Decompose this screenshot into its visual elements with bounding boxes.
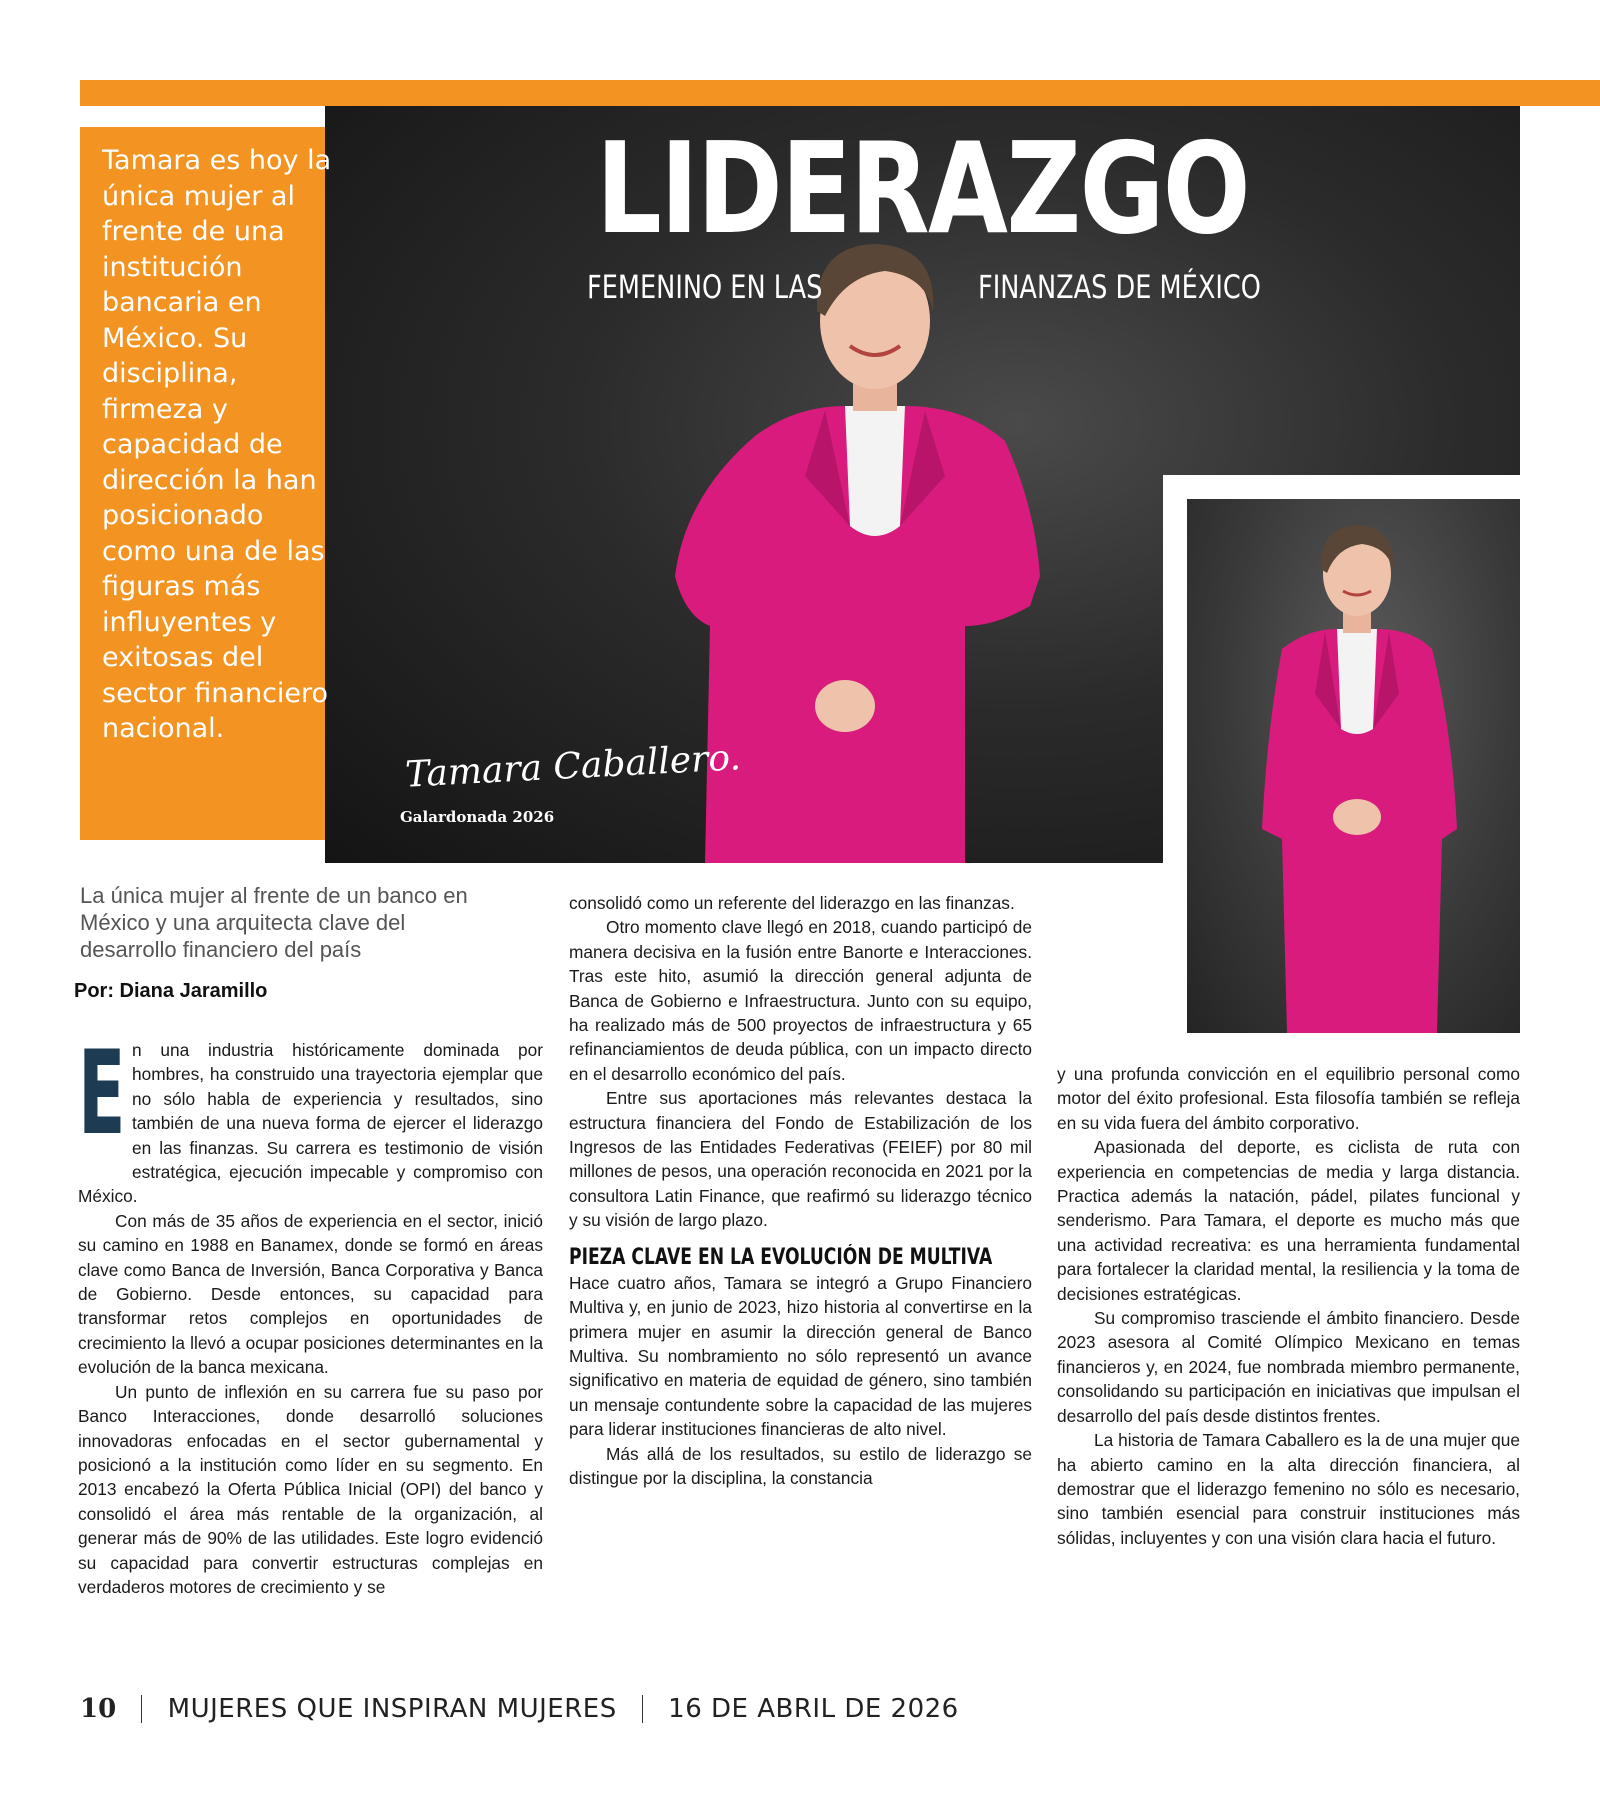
award-label: Galardonada 2026 xyxy=(400,808,555,826)
paragraph-2: Con más de 35 años de experiencia en el sector, inició su camino en 1988 en Banamex, donde se formó en áreas clave como Banca de Inversión, Banca Corporativa y Banca de Gobierno. Desde entonces, su capacidad para transformar retos complejos en oportunidades de crecimiento la llevó a ocupar posiciones determinantes en la evolución de la banca mexicana. xyxy=(78,1210,543,1378)
hero-subtitle-left: FEMENINO EN LAS xyxy=(587,268,823,306)
paragraph-9: Su compromiso trasciende el ámbito financiero. Desde 2023 asesora al Comité Olímpico Mexicano en temas financieros y, en 2024, fue nombrada miembro permanente, consolidando su participación en iniciativas que impulsan el desarrollo del país desde distintos frentes. xyxy=(1057,1308,1520,1426)
paragraph-7: Más allá de los resultados, su estilo de liderazgo se distingue por la disciplina, la constancia xyxy=(569,1443,1032,1488)
pullquote-box xyxy=(80,127,332,840)
magazine-name: MUJERES QUE INSPIRAN MUJERES xyxy=(167,1694,617,1725)
paragraph-8: Apasionada del deporte, es ciclista de ruta con experiencia en competencias de media y larga distancia. Practica además la natación, pádel, pilates funcional y senderismo. Para Tamara, el deporte es mucho más que una actividad recreativa: es una herramienta fundamental para fortalecer la claridad mental, la resiliencia y la toma de decisiones estratégicas. xyxy=(1057,1137,1520,1304)
paragraph-1 xyxy=(78,1026,543,1209)
pullquote-text: Tamara es hoy la única mujer al frente de una institución bancaria en México. Su disciplina, firmeza y capacidad de dirección la han posicionado como una de las figuras más influyentes y exitosas del sector financiero nacional. xyxy=(102,145,332,744)
page-number: 10 xyxy=(80,1694,117,1725)
hero-title: LIDERAZGO xyxy=(596,115,1249,262)
issue-date: 16 DE ABRIL DE 2026 xyxy=(668,1694,959,1725)
section-heading: PIEZA CLAVE EN LA EVOLUCIÓN DE MULTIVA xyxy=(569,1244,993,1270)
paragraph-5: Entre sus aportaciones más relevantes destaca la estructura financiera del Fondo de Estabilización de los Ingresos de las Entidades Federativas (FEIEF) por 80 mil millones de pesos, una operación reconocida en 2021 por la consultora Latin Finance, que reafirmó su liderazgo técnico y su visión de largo plazo. xyxy=(569,1088,1032,1231)
paragraph-7-continued: y una profunda convicción en el equilibrio personal como motor del éxito profesional. Esta filosofía también se refleja en su vida fuera del ámbito corporativo. xyxy=(1057,1064,1520,1133)
article-column-2 xyxy=(569,891,1032,1490)
paragraph-1-text: n una industria históricamente dominada por hombres, ha construido una trayectoria ejemplar que no sólo habla de experiencia y resultados, sino también de una nueva forma de ejercer el liderazgo en las finanzas. Su carrera es testimonio de visión estratégica, ejecución impecable y compromiso con México. xyxy=(78,1040,543,1207)
byline: Por: Diana Jaramillo xyxy=(74,980,268,1002)
footer-divider xyxy=(642,1695,643,1723)
article-column-3 xyxy=(1057,1062,1520,1550)
secondary-photo xyxy=(1187,499,1520,1033)
signature: Tamara Caballero. xyxy=(404,737,742,796)
paragraph-10: La historia de Tamara Caballero es la de una mujer que ha abierto camino en la alta dirección financiera, al demostrar que el liderazgo femenino no sólo es necesario, sino también esencial para construir instituciones más sólidas, incluyentes y con una visión clara hacia el futuro. xyxy=(1057,1430,1520,1548)
secondary-portrait-illustration xyxy=(1187,499,1520,1033)
hero-subtitle-right: FINANZAS DE MÉXICO xyxy=(978,268,1261,306)
article-column-1 xyxy=(78,1026,543,1599)
paragraph-3: Un punto de inflexión en su carrera fue su paso por Banco Interacciones, donde desarrolló soluciones innovadoras enfocadas en el sector gubernamental y posicionó a la institución como líder en su segmento. En 2013 encabezó la Oferta Pública Inicial (OPI) del banco y consolidó el área más rentable de la organización, al generar más de 90% de las utilidades. Este logro evidenció su capacidad para convertir estructuras complejas en verdaderos motores de crecimiento y se xyxy=(78,1381,543,1597)
paragraph-4: Otro momento clave llegó en 2018, cuando participó de manera decisiva en la fusión entre Banorte e Interacciones. Tras este hito, asumió la dirección general adjunta de Banca de Gobierno e Infraestructura. Junto con su equipo, ha realizado más de 500 proyectos de infraestructura y 65 refinanciamientos de deuda pública, con un impacto directo en el desarrollo económico del país. xyxy=(569,917,1032,1084)
page-footer xyxy=(80,1692,959,1726)
paragraph-3-continued: consolidó como un referente del liderazgo en las finanzas. xyxy=(569,893,1015,913)
top-accent-bar xyxy=(80,80,1600,106)
paragraph-6: Hace cuatro años, Tamara se integró a Grupo Financiero Multiva y, en junio de 2023, hizo historia al convertirse en la primera mujer en asumir la dirección general de Banco Multiva. Su nombramiento no sólo representó un avance significativo en materia de equidad de género, sino también un mensaje contundente sobre la capacidad de las mujeres para liderar instituciones financieras de alto nivel. xyxy=(569,1272,1032,1440)
standfirst: La única mujer al frente de un banco en México y una arquitecta clave del desarrollo financiero del país xyxy=(80,883,468,962)
drop-cap: E xyxy=(78,1026,126,1161)
footer-divider xyxy=(141,1695,142,1723)
